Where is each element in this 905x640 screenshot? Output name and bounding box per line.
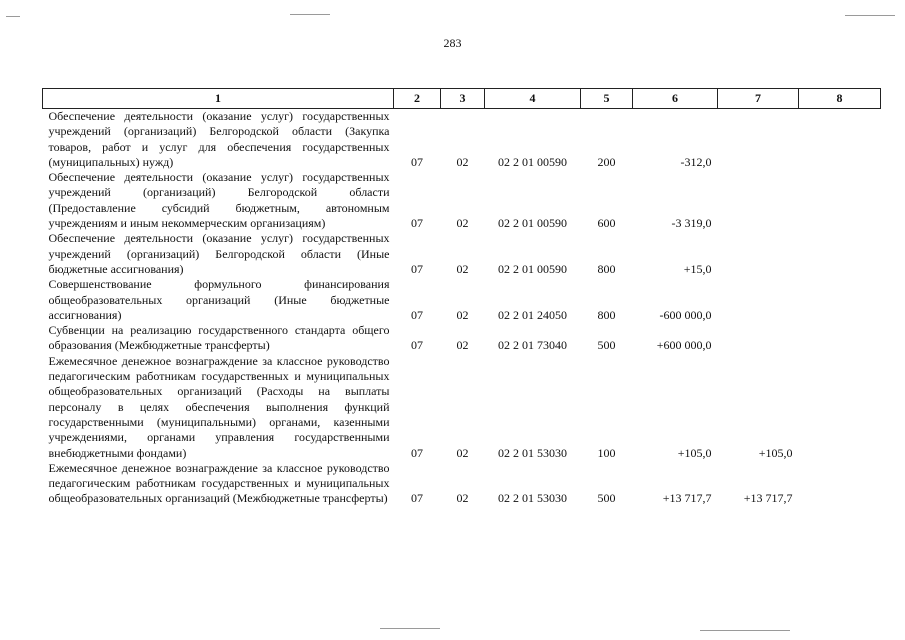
amount-col6: -3 319,0 <box>671 216 712 231</box>
subsection-code: 02 <box>456 154 469 169</box>
amount-col8 <box>799 170 881 231</box>
column-header: 7 <box>718 89 799 109</box>
table-row <box>43 109 881 171</box>
section-code: 07 <box>411 307 423 322</box>
section-code: 07 <box>411 261 423 276</box>
row-description: Обеспечение деятельности (оказание услуг) государственных учреждений (организаций) Белгородской области (Иные бюджетные ассигнования) <box>48 231 390 276</box>
page-number: 283 <box>443 36 462 50</box>
amount-col7 <box>718 277 799 323</box>
target-article-code: 02 2 01 00590 <box>498 216 567 231</box>
row-description: Ежемесячное денежное вознаграждение за классное руководство педагогическим работникам государственных и муниципальных общеобразовательных организаций (Расходы на выплаты персоналу в целях обеспечения выполнения функций государственными (муниципальными) органами, казенными учреждениями, органами управления государственными внебюджетными фондами) <box>48 353 390 460</box>
amount-col7 <box>718 109 799 171</box>
amount-col7 <box>718 323 799 354</box>
row-description: Совершенствование формульного финансирования общеобразовательных организаций (Иные бюджетные ассигнования) <box>48 277 390 322</box>
amount-col8 <box>799 109 881 171</box>
section-code: 07 <box>411 445 423 460</box>
section-code: 07 <box>411 154 423 169</box>
subsection-code: 02 <box>456 445 469 460</box>
scan-noise <box>380 628 440 629</box>
row-description: Обеспечение деятельности (оказание услуг) государственных учреждений (организаций) Белгородской области (Предоставление субсидий бюджетным, автономным учреждениям и иным некоммерческим организациям) <box>48 170 390 231</box>
expense-type-code: 800 <box>597 307 616 322</box>
subsection-code: 02 <box>456 491 469 506</box>
table-row <box>43 170 881 231</box>
column-header: 8 <box>799 89 881 109</box>
table-row <box>43 231 881 277</box>
amount-col7 <box>718 170 799 231</box>
subsection-code: 02 <box>456 338 469 353</box>
target-article-code: 02 2 01 24050 <box>498 307 567 322</box>
target-article-code: 02 2 01 53030 <box>498 491 567 506</box>
expense-type-code: 200 <box>597 154 616 169</box>
column-header: 3 <box>441 89 485 109</box>
scan-noise <box>845 15 895 16</box>
table-row <box>43 354 881 461</box>
subsection-code: 02 <box>456 216 469 231</box>
column-header: 2 <box>394 89 441 109</box>
amount-col6: -312,0 <box>680 154 712 169</box>
column-header: 5 <box>581 89 633 109</box>
amount-col8 <box>799 277 881 323</box>
expense-type-code: 600 <box>597 216 616 231</box>
row-description: Субвенции на реализацию государственного стандарта общего образования (Межбюджетные трансферты) <box>48 323 390 353</box>
amount-col6: -600 000,0 <box>659 307 712 322</box>
amount-col7 <box>718 231 799 277</box>
expense-type-code: 500 <box>597 338 616 353</box>
subsection-code: 02 <box>456 307 469 322</box>
row-description: Обеспечение деятельности (оказание услуг) государственных учреждений (организаций) Белгородской области (Закупка товаров, работ и услуг для обеспечения государственных (муниципальных) нужд) <box>48 109 390 169</box>
table-row <box>43 323 881 354</box>
amount-col6: +600 000,0 <box>656 338 712 353</box>
amount-col7: +105,0 <box>758 445 793 460</box>
amount-col8 <box>799 323 881 354</box>
scan-noise <box>6 16 20 17</box>
amount-col8 <box>799 231 881 277</box>
target-article-code: 02 2 01 00590 <box>498 261 567 276</box>
amount-col7: +13 717,7 <box>743 491 793 506</box>
amount-col8 <box>799 461 881 507</box>
amount-col6: +15,0 <box>683 261 712 276</box>
target-article-code: 02 2 01 53030 <box>498 445 567 460</box>
amount-col6: +13 717,7 <box>662 491 712 506</box>
column-header: 1 <box>43 89 394 109</box>
column-header: 4 <box>485 89 581 109</box>
scan-noise <box>700 630 790 631</box>
expense-type-code: 800 <box>597 261 616 276</box>
budget-table <box>42 88 881 507</box>
table-row <box>43 461 881 507</box>
amount-col6: +105,0 <box>677 445 712 460</box>
section-code: 07 <box>411 216 423 231</box>
column-header: 6 <box>633 89 718 109</box>
table-row <box>43 277 881 323</box>
expense-type-code: 100 <box>597 445 616 460</box>
expense-type-code: 500 <box>597 491 616 506</box>
table-header-row <box>43 89 881 109</box>
scan-noise <box>290 14 330 15</box>
row-description: Ежемесячное денежное вознаграждение за классное руководство педагогическим работникам государственных и муниципальных общеобразовательных организаций (Межбюджетные трансферты) <box>48 460 390 506</box>
subsection-code: 02 <box>456 261 469 276</box>
section-code: 07 <box>411 491 423 506</box>
amount-col8 <box>799 354 881 461</box>
target-article-code: 02 2 01 73040 <box>498 338 567 353</box>
target-article-code: 02 2 01 00590 <box>498 154 567 169</box>
section-code: 07 <box>411 338 423 353</box>
